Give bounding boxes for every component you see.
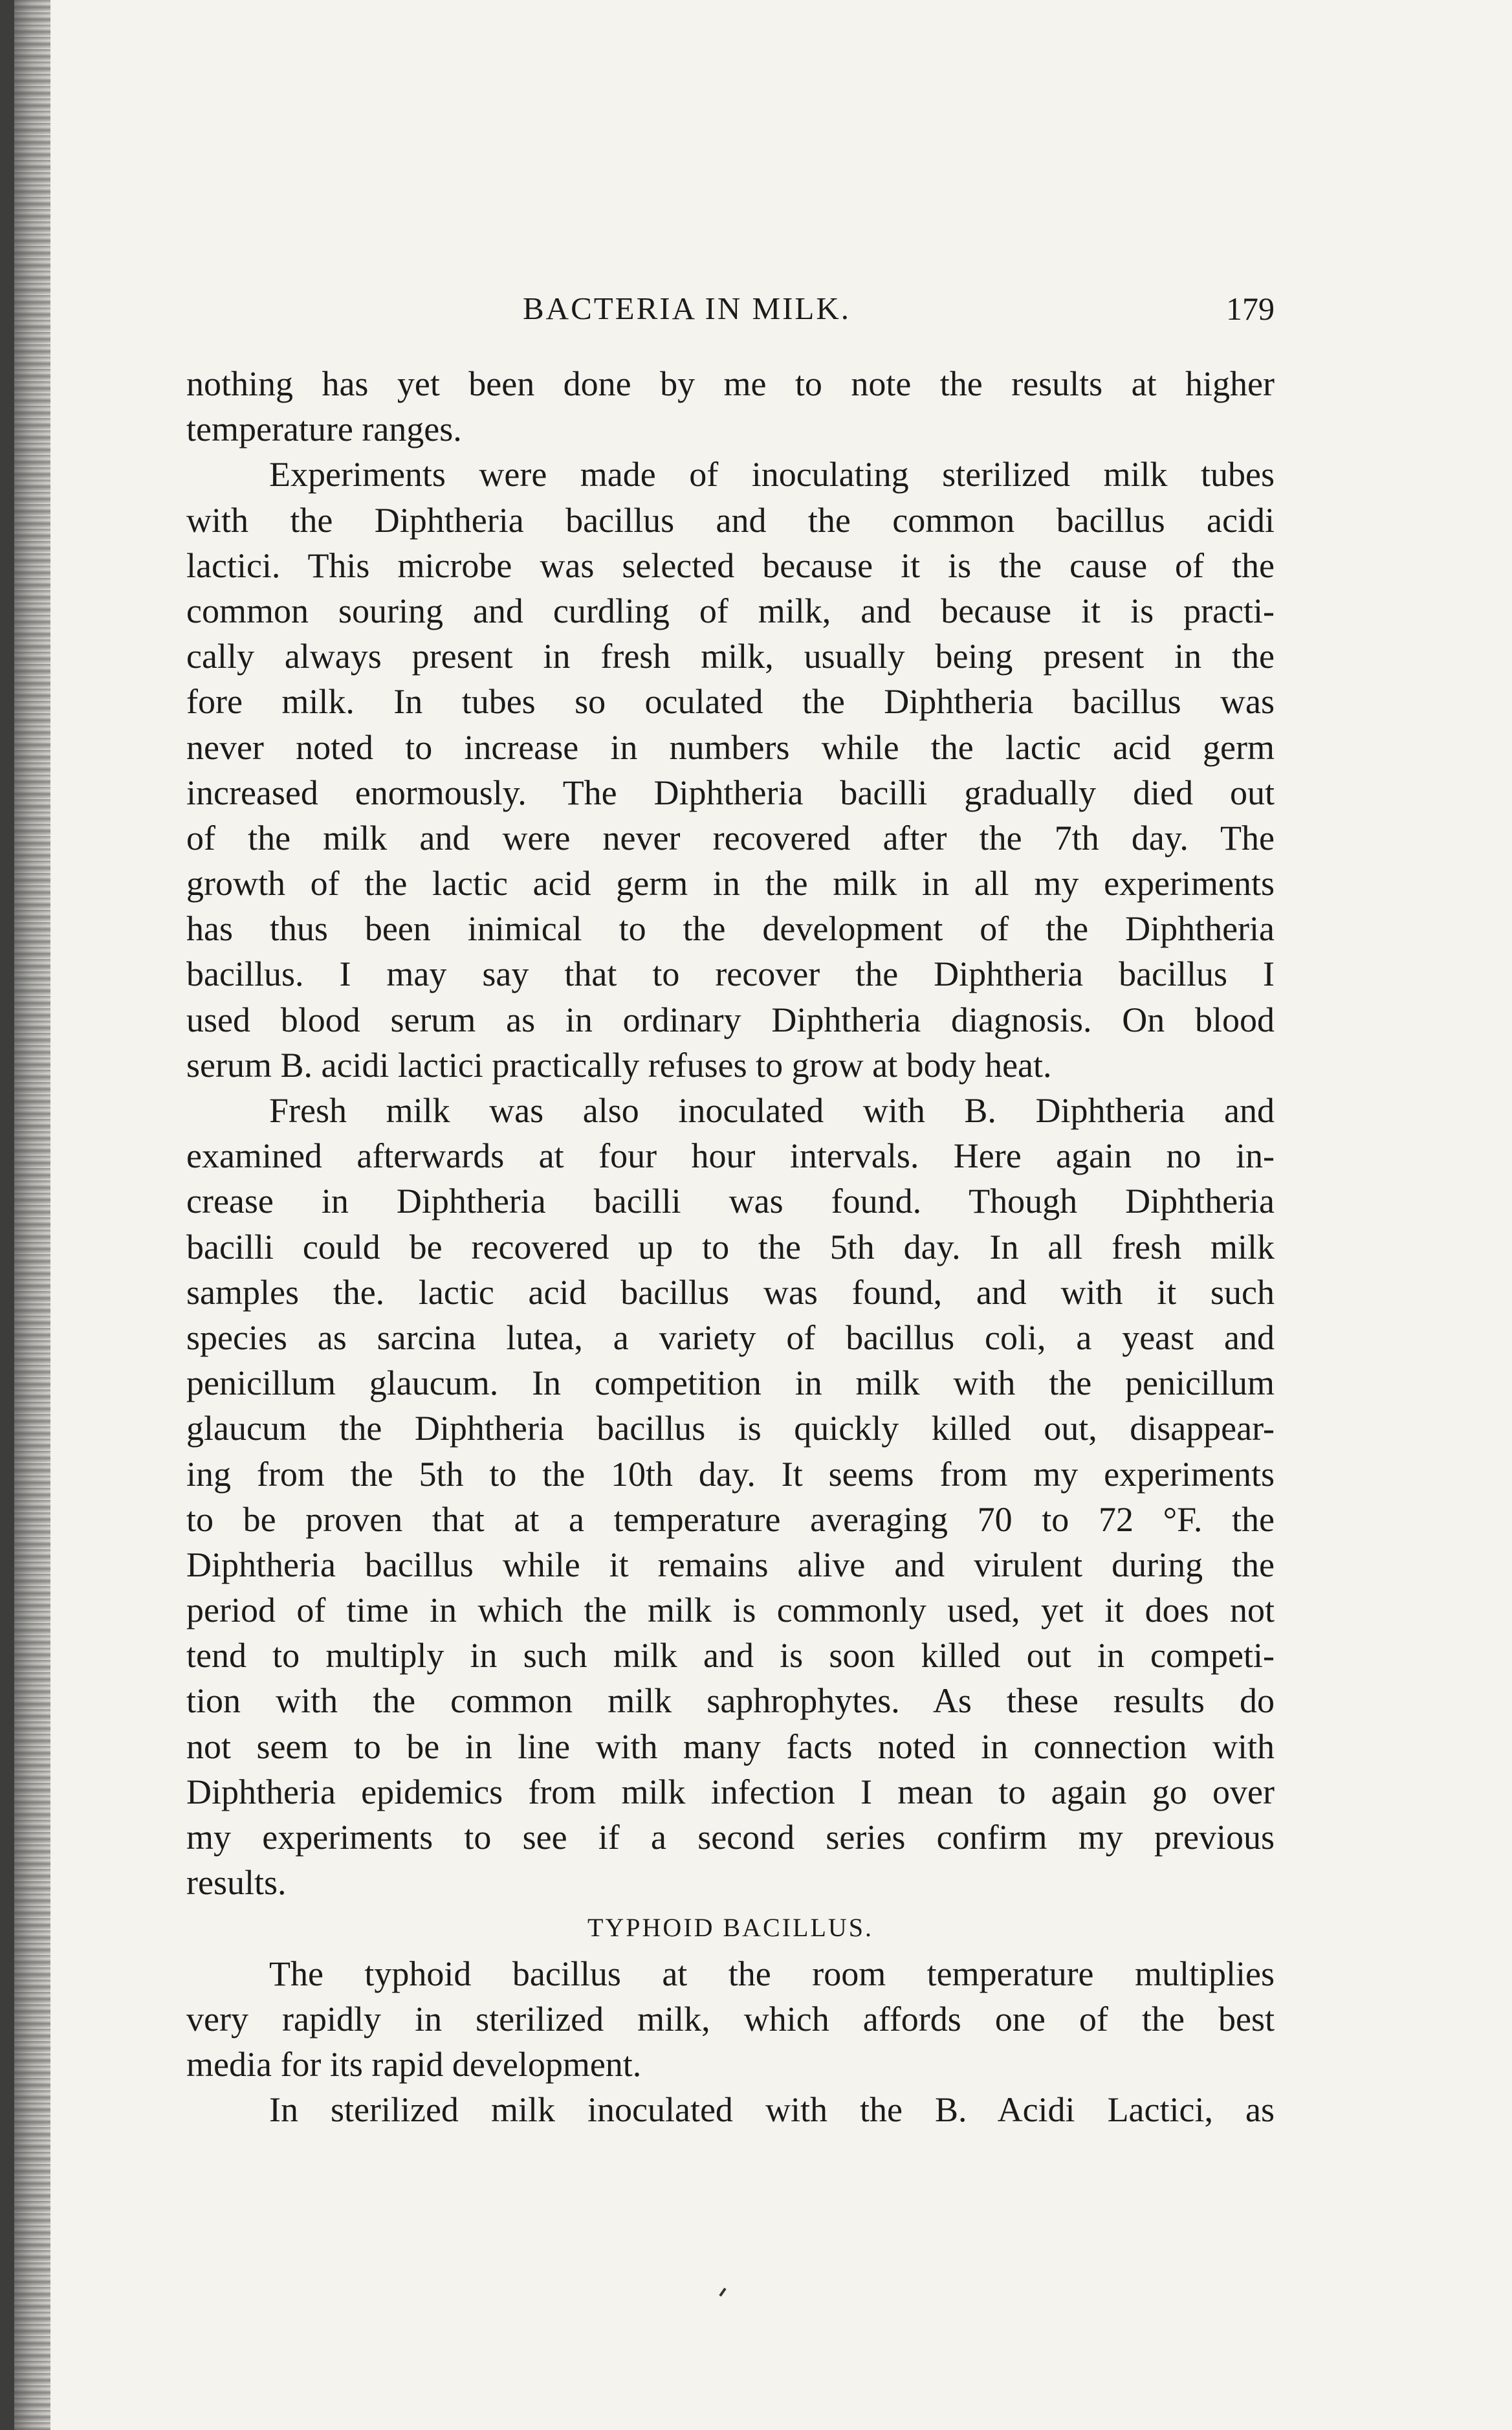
- text-line: with the Diphtheria bacillus and the common bacillus acidi: [186, 500, 1275, 540]
- text-line: lactici. This microbe was selected because it is the cause of the: [186, 546, 1275, 585]
- text-line: cally always present in fresh milk, usually being present in the: [186, 637, 1275, 676]
- text-line: increased enormously. The Diphtheria bacilli gradually died out: [186, 773, 1275, 812]
- text-line: bacillus. I may say that to recover the Diphtheria bacillus I: [186, 955, 1275, 994]
- text-line: glaucum the Diphtheria bacillus is quickly killed out, disappear-: [186, 1409, 1275, 1448]
- stray-ink-mark: [719, 2288, 726, 2297]
- section-heading: TYPHOID BACILLUS.: [587, 1913, 874, 1943]
- text-line: results.: [186, 1863, 287, 1903]
- text-line: penicillum glaucum. In competition in milk with the penicillum: [186, 1364, 1275, 1403]
- running-title: BACTERIA IN MILK.: [523, 291, 851, 326]
- text-line: nothing has yet been done by me to note the results at higher: [186, 364, 1275, 403]
- text-line: my experiments to see if a second series confirm my previous: [186, 1818, 1275, 1857]
- text-line: In sterilized milk inoculated with the B. Acidi Lactici, as: [269, 2090, 1275, 2130]
- page-number: 179: [1226, 291, 1275, 327]
- text-line: used blood serum as in ordinary Diphtheria diagnosis. On blood: [186, 1000, 1275, 1039]
- text-line: fore milk. In tubes so oculated the Diphtheria bacillus was: [186, 682, 1275, 722]
- running-head: [186, 290, 1275, 335]
- text-line: tion with the common milk saphrophytes. As these results do: [186, 1681, 1275, 1721]
- text-line: of the milk and were never recovered after the 7th day. The: [186, 818, 1275, 857]
- text-line: Fresh milk was also inoculated with B. Diphtheria and: [269, 1091, 1275, 1130]
- paragraph-3: [186, 1088, 1275, 1905]
- text-line: to be proven that at a temperature averaging 70 to 72 °F. the: [186, 1499, 1275, 1539]
- text-line: Diphtheria bacillus while it remains alive and virulent during the: [186, 1545, 1275, 1584]
- text-line: very rapidly in sterilized milk, which affords one of the best: [186, 1999, 1275, 2038]
- paragraph-2: [186, 452, 1275, 1088]
- text-line: ing from the 5th to the 10th day. It seems from my experiments: [186, 1454, 1275, 1494]
- text-line: serum B. acidi lactici practically refuses to grow at body heat.: [186, 1045, 1052, 1085]
- text-line: growth of the lactic acid germ in the milk in all my experiments: [186, 864, 1275, 903]
- text-line: has thus been inimical to the development of the Diphtheria: [186, 909, 1275, 949]
- text-line: species as sarcina lutea, a variety of bacillus coli, a yeast and: [186, 1318, 1275, 1357]
- text-line: bacilli could be recovered up to the 5th day. In all fresh milk: [186, 1227, 1275, 1266]
- text-line: media for its rapid development.: [186, 2044, 642, 2084]
- text-line: Diphtheria epidemics from milk infection I mean to again go over: [186, 1772, 1275, 1811]
- text-line: period of time in which the milk is commonly used, yet it does not: [186, 1591, 1275, 1630]
- text-line: common souring and curdling of milk, and because it is practi-: [186, 591, 1275, 630]
- paragraph-5: [186, 2087, 1275, 2132]
- text-line: crease in Diphtheria bacilli was found. Though Diphtheria: [186, 1182, 1275, 1221]
- text-line: samples the. lactic acid bacillus was found, and with it such: [186, 1272, 1275, 1312]
- text-line: temperature ranges.: [186, 410, 462, 449]
- text-line: The typhoid bacillus at the room temperature multiplies: [269, 1954, 1275, 1993]
- text-line: tend to multiply in such milk and is soon killed out in competi-: [186, 1636, 1275, 1675]
- text-line: never noted to increase in numbers while the lactic acid germ: [186, 727, 1275, 767]
- text-line: Experiments were made of inoculating sterilized milk tubes: [269, 455, 1275, 494]
- body-text: [186, 361, 1275, 2132]
- text-line: not seem to be in line with many facts noted in connection with: [186, 1727, 1275, 1766]
- paragraph-1: [186, 361, 1275, 452]
- text-line: examined afterwards at four hour intervals. Here again no in-: [186, 1136, 1275, 1176]
- paragraph-4: [186, 1951, 1275, 2088]
